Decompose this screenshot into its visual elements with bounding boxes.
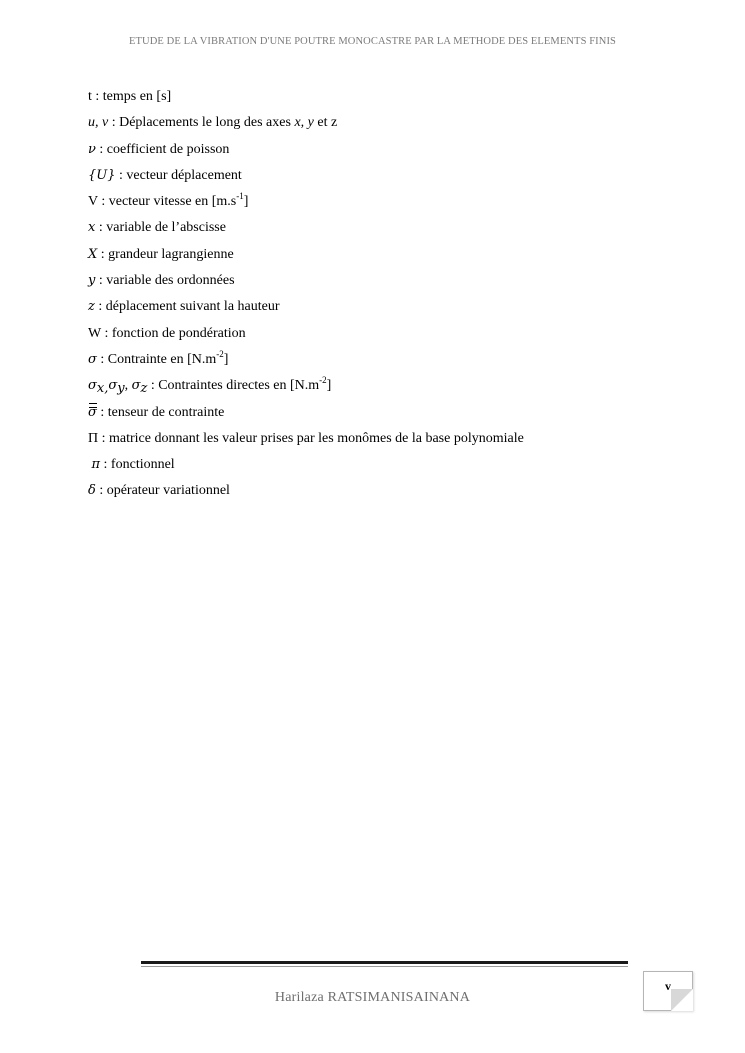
definition: : fonction de pondération [100, 325, 246, 341]
list-item [88, 402, 688, 428]
list-item [88, 270, 688, 296]
symbol: σ [108, 378, 118, 394]
symbol: σ [88, 351, 97, 367]
definition: : temps en [s] [91, 89, 172, 104]
definition-tail: ] [326, 378, 332, 394]
page-curl-icon [671, 989, 693, 1011]
list-item [88, 86, 688, 112]
axis-x: x, [294, 115, 305, 131]
symbol: t [88, 89, 92, 104]
list-item [88, 244, 688, 270]
exponent: -1 [236, 191, 244, 202]
list-item [88, 112, 688, 138]
symbol: W [88, 325, 101, 341]
subscript-y: y [117, 381, 125, 397]
definition-tail: et z [313, 115, 338, 131]
definition: : variable des ordonnées [95, 273, 235, 289]
definition: : vecteur déplacement [115, 167, 242, 183]
list-item [88, 480, 688, 506]
symbol: x [88, 220, 96, 236]
list-item [88, 428, 688, 454]
footer-author: Harilaza RATSIMANISAINANA [274, 990, 471, 1005]
symbol: ν [88, 141, 96, 157]
definition: : matrice donnant les valeur prises par les monômes de la base polynomiale [98, 430, 524, 446]
symbol: u, v [88, 115, 109, 131]
definition: : Contraintes directes en [N.m [147, 378, 320, 394]
list-item [88, 139, 688, 165]
subscript-x: x, [96, 381, 109, 397]
definition: : tenseur de contrainte [96, 404, 225, 420]
definition: : vecteur vitesse en [m.s [97, 194, 237, 210]
definition: : Contrainte en [N.m [96, 351, 217, 367]
axis-y: y [307, 115, 314, 131]
symbol: δ [88, 483, 96, 499]
definition: : déplacement suivant la hauteur [94, 299, 280, 315]
definition: : coefficient de poisson [95, 141, 230, 157]
footer-divider [141, 961, 628, 964]
definition-tail: ] [223, 351, 229, 367]
symbol: X [88, 246, 98, 262]
definition: : fonctionnel [100, 457, 175, 473]
list-item [88, 323, 688, 349]
subscript-z: z [140, 381, 148, 397]
symbol: σ [131, 378, 141, 394]
definition: : opérateur variationnel [95, 483, 230, 499]
running-header: ETUDE DE LA VIBRATION D'UNE POUTRE MONOCASTRE PAR LA METHODE DES ELEMENTS FINIS [129, 36, 616, 47]
page-number-box [643, 971, 693, 1011]
list-item [88, 191, 688, 217]
symbol: y [88, 273, 96, 289]
footer-divider-thin [141, 966, 628, 967]
page-number: v [665, 979, 671, 993]
definition: : Déplacements le long des axes [108, 115, 295, 131]
exponent: -2 [319, 375, 327, 386]
symbol: σ [88, 378, 97, 394]
symbol-tensor: σ [88, 402, 97, 424]
symbol-list [88, 86, 688, 507]
definition-tail: ] [243, 194, 249, 210]
symbol: {U} [88, 167, 116, 183]
definition: : variable de l’abscisse [95, 220, 226, 236]
exponent: -2 [216, 348, 224, 359]
symbol: V [88, 194, 98, 210]
list-item: $\sigma_{x,}\sigma_y$, $\sigma_z$ : Contraintes directes en $[N.m^{-2}]$ [88, 375, 332, 397]
symbol: z [88, 299, 95, 315]
symbol: π [91, 457, 101, 473]
list-item [88, 217, 688, 243]
list-item [88, 349, 688, 375]
list-item [88, 165, 688, 191]
definition: : grandeur lagrangienne [97, 246, 234, 262]
list-item [88, 454, 688, 480]
list-item [88, 296, 688, 322]
symbol: Π [88, 430, 99, 446]
